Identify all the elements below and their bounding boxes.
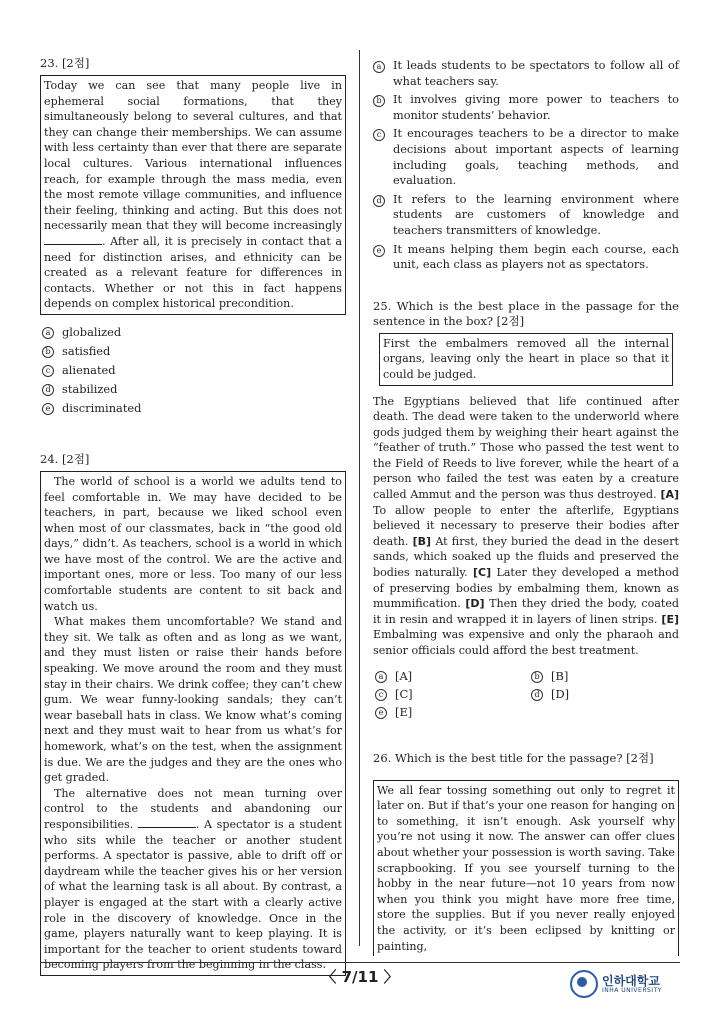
q24-option-d[interactable]: d It refers to the learning environment where students are customers of knowledge and teachers transmitters of knowledge.	[373, 192, 679, 239]
q23-option-c[interactable]: c alienated	[40, 361, 346, 380]
logo-english-name: INHA UNIVERSITY	[602, 986, 662, 994]
q24-header: 24. [2점]	[40, 451, 90, 466]
q23-option-e[interactable]: e discriminated	[40, 399, 346, 418]
option-marker-icon: c	[375, 689, 387, 701]
option-marker-icon: b	[42, 346, 54, 358]
q25-option-e[interactable]: e [E]	[373, 703, 529, 721]
option-marker-icon: d	[531, 689, 543, 701]
university-seal-icon	[570, 970, 598, 998]
q24-paragraph-3b: . A spectator is a student who sits while the teacher or another student performs. A spectator is passive, able to drift off or daydream while the teacher gives his or her version of what the learning task is all about. By contrast, a player is engaged at the start with a clearly active role in the discovery of knowledge. Once in the game, players naturally want to keep playing. It is important for the teacher to orient students toward becoming players from the beginning in the class.	[44, 817, 342, 972]
q24-passage-box	[40, 471, 346, 976]
option-marker-icon: a	[375, 671, 387, 683]
q24-option-b[interactable]: b It involves giving more power to teachers to monitor students’ behavior.	[373, 92, 679, 123]
university-logo	[570, 970, 662, 998]
right-column	[373, 58, 679, 956]
q24-blank	[138, 817, 196, 828]
q24-option-c[interactable]: c It encourages teachers to be a director to make decisions about important aspects of learning including goals, teaching methods, and evaluation.	[373, 126, 679, 188]
q25-option-b[interactable]: b [B]	[529, 667, 679, 685]
q23-passage-text-1: Today we can see that many people live in ephemeral social formations, that they simultaneously belong to several cultures, and that they can change their memberships. We can assume with less certainty than ever that there are separate local cultures. Various international influences reach, for example through the mass media, even the most remote village communities, and influence their feeling, thinking and acting. But this does not necessarily mean that they will become increasingly	[44, 79, 342, 233]
q24-option-e[interactable]: e It means helping them begin each course, each unit, each class as players not as spectators.	[373, 242, 679, 273]
q25-passage: The Egyptians believed that life continued after death. The dead were taken to the underworld where gods judged them by weighing their heart against the “feather of truth.” Those who passed the test went to the Field of Reeds to live forever, while the heart of a person who failed the test was eaten by a creature called Ammut and the person was thus destroyed. [A] To allow people to enter the afterlife, Egyptians believed it necessary to preserve their bodies after death. [B] At first, they buried the dead in the desert sands, which soaked up the fluids and preserved the bodies naturally. [C] Later they developed a method of preserving bodies by embalming them, known as mummification. [D] Then they dried the body, coated it in resin and wrapped it in layers of linen strips. [E] Embalming was expensive and only the pharaoh and senior officials could afford the best treatment.	[373, 394, 680, 657]
q24-paragraph-1: The world of school is a world we adults tend to feel comfortable in. We may have decided to be teachers, in part, because we liked school even when most of our classmates, back in “the good old days,” didn’t. As teachers, school is a world in which we have most of the control. We are the active and important ones, more or less. Too many of our less comfortable students are content to sit back and watch us.	[44, 474, 342, 613]
q23-blank	[44, 234, 102, 245]
option-marker-icon: c	[373, 129, 385, 141]
option-marker-icon: c	[42, 365, 54, 377]
page-number: 〈 7/11 〉	[321, 968, 399, 986]
q23-option-a[interactable]: a globalized	[40, 323, 346, 342]
option-marker-icon: e	[375, 707, 387, 719]
q23-option-b[interactable]: b satisfied	[40, 342, 346, 361]
option-marker-icon: a	[42, 327, 54, 339]
q23-header: 23. [2점]	[40, 56, 90, 70]
option-marker-icon: b	[373, 95, 385, 107]
q23-passage-text-2: . After all, it is precisely in contact that a need for distinction arises, and ethnicity can be created as a relevant feature for differences in contacts. Whether or not this in fact happens depends on complex historical precondition.	[44, 234, 342, 311]
q24-option-a[interactable]: a It leads students to be spectators to follow all of what teachers say.	[373, 58, 679, 89]
q26-header: 26. Which is the best title for the passage? [2점]	[373, 750, 654, 765]
q25-option-c[interactable]: c [C]	[373, 685, 529, 703]
q26-passage-box: We all fear tossing something out only to regret it later on. But if that’s your one reason for hanging on to something, it isn’t enough. Ask yourself why you’re not using it now. The answer can offer clues about whether your possession is worth saving. Take scrapbooking. If you see yourself turning to the hobby in the near future—not 10 years from now when you think you might have more free time, store the supplies. But if you never really enjoyed the activity, or it’s been eclipsed by knitting or painting,	[373, 780, 679, 957]
column-divider	[359, 50, 360, 946]
q25-option-d[interactable]: d [D]	[529, 685, 679, 703]
insert-marker-c: [C]	[473, 566, 492, 580]
insert-marker-e: [E]	[661, 612, 679, 626]
q24-paragraph-3a: The alternative does not mean turning over control to the students and abandoning our responsibilities.	[44, 786, 342, 831]
option-marker-icon: b	[531, 671, 543, 683]
q23-options	[40, 323, 346, 418]
option-marker-icon: e	[373, 245, 385, 257]
q23-option-d[interactable]: d stabilized	[40, 380, 346, 399]
q23-passage-box	[40, 75, 346, 315]
left-column	[40, 52, 346, 976]
insert-marker-b: [B]	[412, 534, 432, 548]
option-marker-icon: a	[373, 61, 385, 73]
q25-option-a[interactable]: a [A]	[373, 667, 529, 685]
footer-rule	[40, 962, 680, 963]
option-marker-icon: e	[42, 403, 54, 415]
insert-marker-d: [D]	[465, 597, 485, 611]
logo-korean-name: 인하대학교	[602, 973, 660, 988]
q25-sentence-box: First the embalmers removed all the internal organs, leaving only the heart in place so that it could be judged.	[379, 333, 673, 386]
insert-marker-a: [A]	[660, 488, 680, 502]
q25-options	[373, 667, 679, 721]
option-marker-icon: d	[373, 195, 385, 207]
q25-header: 25. Which is the best place in the passage for the sentence in the box? [2점]	[373, 298, 679, 328]
q24-paragraph-2: What makes them uncomfortable? We stand and they sit. We talk as often and as long as we want, and they must listen or raise their hands before speaking. We move around the room and they must stay in their chairs. We drink coffee; they can’t chew gum. We wear funny-looking sandals; they can’t wear baseball hats in class. We know what’s coming next and they must wait to hear from us what’s for homework, what’s on the test, when the assignment is due. We are the judges and they are the ones who get graded.	[44, 615, 342, 785]
option-marker-icon: d	[42, 384, 54, 396]
